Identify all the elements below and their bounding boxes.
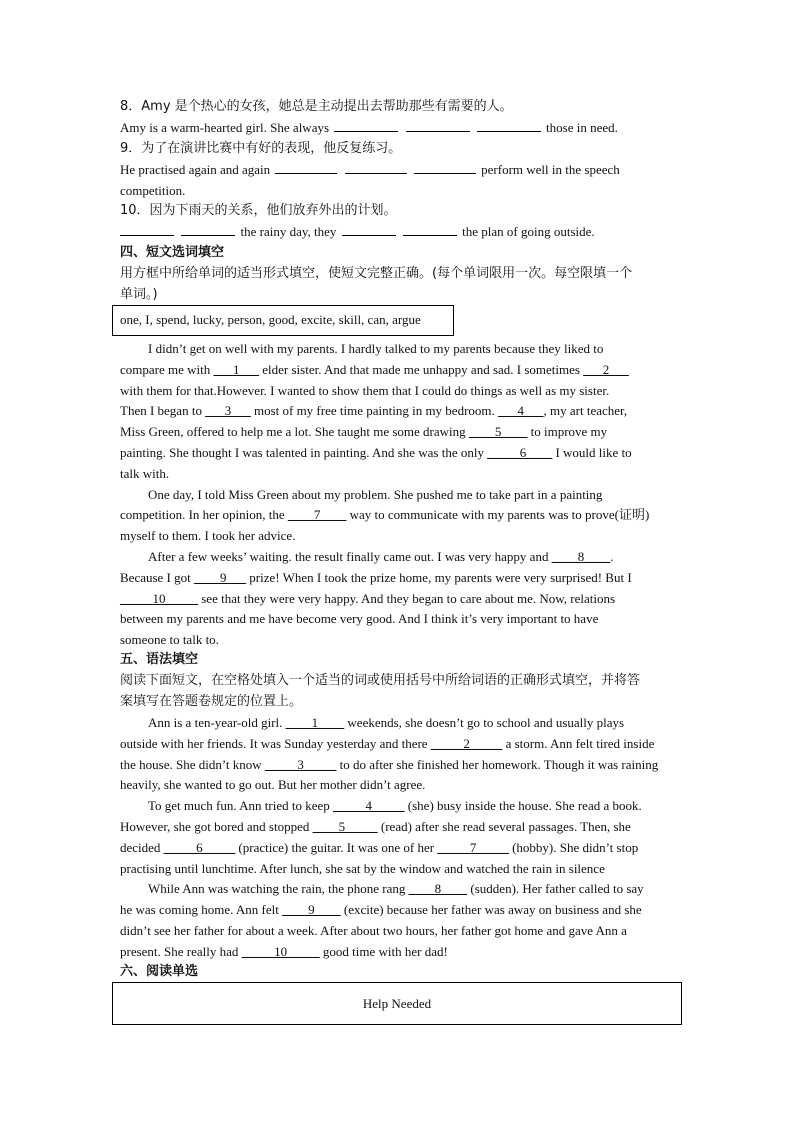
passage-text: compare me with [120,361,214,377]
passage-text: , my art teacher, [543,403,628,419]
passage-text: good time with her dad! [319,943,448,959]
passage-text: Ann is a ten-year-old girl. [148,715,286,730]
passage-text: a storm. Ann felt tired inside [502,735,655,751]
section-5-heading: 五、语法填空 [120,652,199,667]
passage-text: see that they were very happy. And they began to care about me. Now, relations [198,590,616,606]
section-5-instruction: 阅读下面短文，在空格处填入一个适当的词或使用括号中所给词语的正确形式填空，并将答 [120,673,641,688]
q9-continuation: competition. [120,183,186,198]
q8-chinese: 8．Amy 是个热心的女孩，她总是主动提出去帮助那些有需要的人。 [120,99,513,114]
passage-text: . [610,549,614,564]
passage-text: didn’t see her father for about a week. After about two hours, her father got home and gave Ann a [120,923,627,938]
passage-line [120,610,598,628]
answer-blank[interactable]: _____7_____ [437,839,509,855]
passage-text: I would like to [552,445,632,460]
section-4-heading: 四、短文选词填空 [120,245,225,260]
section-5-instruction-cont: 案填写在答题卷规定的位置上。 [120,694,303,709]
answer-blank[interactable]: ____7____ [287,507,347,523]
passage-text: elder sister. And that made me unhappy and sad. I sometimes [259,361,584,377]
passage-text: I didn’t get on well with my parents. I hardly talked to my parents because they liked to [148,341,604,356]
answer-blank[interactable]: ____8____ [408,881,468,897]
q8-blank-3[interactable] [477,119,541,132]
passage-text: (read) after she read several passages. Then, she [377,819,631,834]
answer-blank[interactable]: _____3_____ [264,756,337,772]
passage-text: Miss Green, offered to help me a lot. She taught me some drawing [120,424,469,440]
answer-blank[interactable]: ____5_____ [312,819,378,834]
passage-line [120,756,658,774]
answer-blank[interactable]: _____2_____ [430,735,503,751]
passage-line [120,382,609,400]
passage-text: most of my free time painting in my bedroom. [250,403,499,419]
passage-text: myself to them. I took her advice. [120,528,296,544]
passage-text: present. She really had [120,943,242,959]
q8-blank-1[interactable] [334,119,398,132]
passage-line [120,818,631,836]
passage-text: decided [120,839,164,855]
q9-blank-2[interactable] [345,161,407,174]
q10-blank-2[interactable] [181,223,235,236]
passage-line [148,340,603,358]
answer-blank[interactable]: _____6____ [487,445,553,460]
passage-text: weekends, she doesn’t go to school and usually plays [344,715,625,730]
passage-line [120,860,605,878]
passage-line [120,901,642,919]
word-box [112,305,454,336]
answer-blank[interactable]: ___4___ [498,403,544,419]
q9-blank-3[interactable] [414,161,476,174]
passage-line [120,735,654,753]
passage-line [120,776,425,794]
passage-text: to do after she finished her homework. Though it was raining [336,756,659,772]
passage-line [120,423,607,441]
passage-text: (she) busy inside the house. She read a book. [404,798,642,814]
passage-text: Then I began to [120,403,206,419]
word-box-text: one, I, spend, lucky, person, good, excite, skill, can, argue [120,312,421,327]
passage-text: prize! When I took the prize home, my parents were very surprised! But I [246,569,632,585]
passage-text: Because I got [120,569,195,585]
answer-blank[interactable]: ____1____ [285,715,345,730]
passage-text: the house. She didn’t know [120,756,265,772]
passage-text: to improve my [527,424,608,440]
passage-text: (practice) the guitar. It was one of her [235,839,438,855]
passage-text: with them for that.However. I wanted to show them that I could do things as well as my sister. [120,382,610,398]
answer-blank[interactable]: ___1___ [213,361,259,377]
q8-blank-2[interactable] [406,119,470,132]
answer-blank[interactable]: ____9____ [282,902,341,918]
passage-line [148,714,624,732]
passage-text: After a few weeks’ waiting. the result finally came out. I was very happy and [148,549,552,564]
passage-line [120,943,448,961]
passage-text: (excite) because her father was away on business and she [340,902,642,918]
answer-blank[interactable]: _____10_____ [241,943,320,959]
passage-text: someone to talk to. [120,632,219,648]
passage-text: he was coming home. Ann felt [120,902,283,918]
answer-blank[interactable]: ____8____ [551,549,611,564]
q10-blank-3[interactable] [342,223,396,236]
answer-blank[interactable]: _____10_____ [120,590,198,606]
passage-text: While Ann was watching the rain, the phone rang [148,881,409,897]
passage-text: heavily, she wanted to go out. But her mother didn’t agree. [120,777,426,793]
passage-line [120,839,638,857]
answer-blank[interactable]: ____5____ [468,424,528,440]
passage-line [148,797,642,815]
passage-line [120,569,632,587]
passage-text: painting. She thought I was talented in painting. And she was the only [120,445,488,460]
passage-line [120,465,169,483]
passage-line [120,922,627,940]
answer-blank[interactable]: _____4_____ [333,798,405,814]
passage-text: However, she got bored and stopped [120,819,313,834]
section-6-heading: 六、阅读单选 [120,964,199,979]
passage-line [120,361,629,379]
passage-line [148,880,644,898]
passage-line [120,527,295,545]
passage-line [120,402,627,420]
q10-blank-1[interactable] [120,223,174,236]
q10-blank-4[interactable] [403,223,457,236]
q9-chinese: 9．为了在演讲比赛中有好的表现，他反复练习。 [120,141,402,156]
q9-sentence: He practised again and again perform well in the speech [120,162,620,177]
passage-line [148,486,602,504]
q10-chinese: 10．因为下雨天的关系，他们放弃外出的计划。 [120,203,397,218]
reading-title-box [112,982,682,1025]
passage-line [148,548,613,566]
passage-text: (hobby). She didn’t stop [508,839,639,855]
reading-title: Help Needed [362,996,432,1011]
section-4-instruction-cont: 单词。) [120,287,158,302]
answer-blank[interactable]: _____6_____ [163,839,236,855]
answer-blank[interactable]: ___3___ [205,403,251,419]
passage-line [120,444,632,462]
passage-line [120,631,219,649]
passage-text: practising until lunchtime. After lunch, she sat by the window and watched the rain in silence [120,860,605,876]
passage-line [120,590,615,608]
passage-text: between my parents and me have become very good. And I think it’s very important to have [120,611,599,627]
passage-text: One day, I told Miss Green about my problem. She pushed me to take part in a painting [148,486,603,502]
q10-sentence: the rainy day, they the plan of going outside. [120,223,595,241]
passage-text: outside with her friends. It was Sunday yesterday and there [120,735,431,751]
passage-text: way to communicate with my parents was to prove(证明) [346,507,650,523]
answer-blank[interactable]: ___2___ [583,361,629,377]
passage-text: talk with. [120,465,170,481]
answer-blank[interactable]: ____9___ [194,569,247,585]
q9-blank-1[interactable] [275,161,337,174]
passage-text: (sudden). Her father called to say [467,881,644,897]
section-4-instruction: 用方框中所给单词的适当形式填空，使短文完整正确。(每个单词限用一次。每空限填一个 [120,266,633,281]
passage-line [120,506,649,524]
q8-sentence: Amy is a warm-hearted girl. She always those in need. [120,120,618,135]
passage-text: competition. In her opinion, the [120,507,288,523]
passage-text: To get much fun. Ann tried to keep [148,798,334,814]
